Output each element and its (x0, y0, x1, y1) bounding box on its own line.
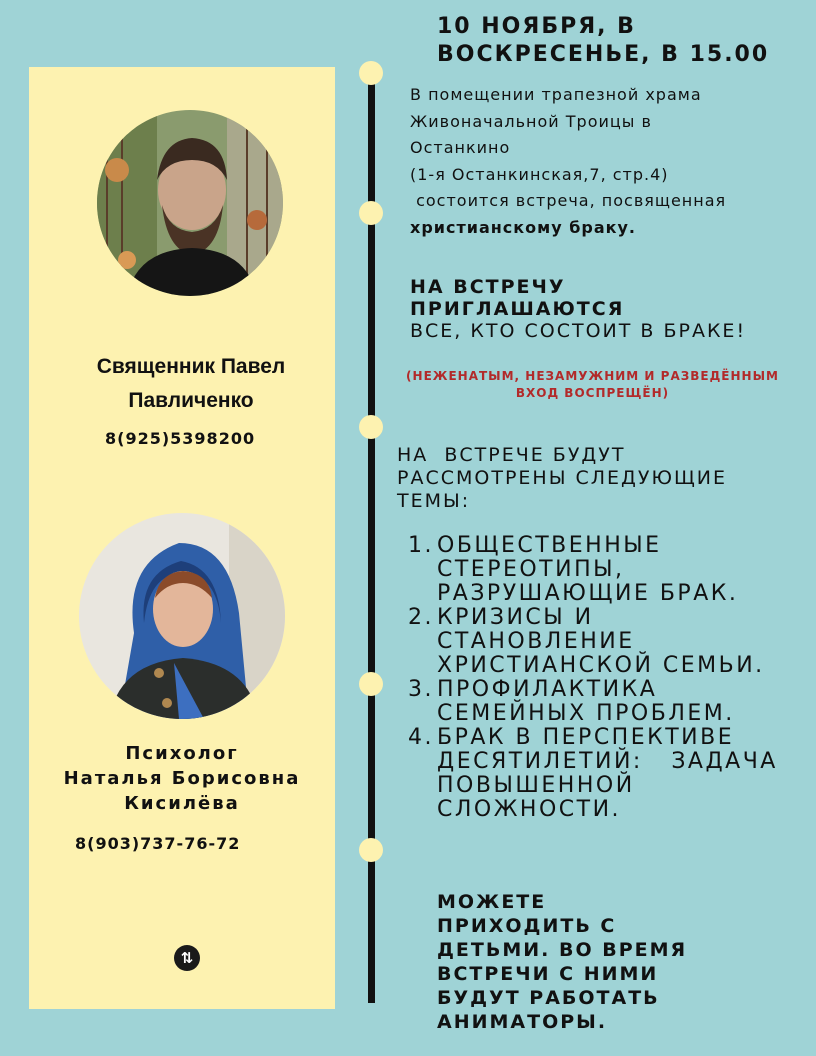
list-item-text: ДЕСЯТИЛЕТИЙ: ЗАДАЧА (437, 749, 778, 774)
priest-name (40, 350, 342, 418)
topics-intro-line: НА ВСТРЕЧЕ БУДУТ (397, 444, 626, 466)
topics-intro-line: ТЕМЫ: (397, 490, 471, 512)
timeline-dot (359, 838, 383, 862)
event-date-line2: ВОСКРЕСЕНЬЕ, В 15.00 (437, 42, 770, 67)
invite-block (410, 276, 746, 342)
event-date (437, 13, 769, 69)
timeline-dot (359, 415, 383, 439)
event-date-line1: 10 НОЯБРЯ, В (437, 14, 636, 39)
list-item-number: 2. (408, 605, 434, 630)
list-item-number: 1. (408, 533, 434, 558)
psychologist-title: Психолог (125, 743, 239, 764)
invite-line1: НА ВСТРЕЧУ (410, 276, 566, 298)
invite-restriction-note (395, 368, 790, 402)
list-item-text: ХРИСТИАНСКОЙ СЕМЬИ. (437, 653, 765, 678)
list-item-text: СТЕРЕОТИПЫ, (437, 557, 625, 582)
list-item-text: ОБЩЕСТВЕННЫЕ (437, 533, 662, 558)
psychologist-phone: 8(903)737-76-72 (75, 834, 241, 853)
topics-list (408, 534, 778, 822)
psychologist-name-line1: Наталья Борисовна (63, 768, 301, 789)
timeline-dot (359, 61, 383, 85)
list-item-text: СТАНОВЛЕНИЕ (437, 629, 635, 654)
kids-note-line: ПРИХОДИТЬ С (437, 915, 617, 937)
note-line1: (НЕЖЕНАТЫМ, НЕЗАМУЖНИМ И РАЗВЕДЁННЫМ (406, 369, 779, 383)
list-item-text: СЕМЕЙНЫХ ПРОБЛЕМ. (437, 701, 735, 726)
venue-line: Останкино (410, 138, 511, 157)
kids-note-line: БУДУТ РАБОТАТЬ (437, 987, 660, 1009)
list-item (408, 678, 778, 726)
kids-note-line: МОЖЕТЕ (437, 891, 547, 913)
venue-line: Живоначальной Троицы в (410, 111, 652, 131)
list-item-text: ПРОФИЛАКТИКА (437, 677, 658, 702)
topics-intro-line: РАССМОТРЕНЫ СЛЕДУЮЩИЕ (397, 467, 727, 489)
topics-intro (397, 444, 727, 513)
psychologist-name (30, 741, 334, 816)
priest-phone: 8(925)5398200 (105, 429, 256, 448)
list-item-number: 3. (408, 677, 434, 702)
list-item-text: СЛОЖНОСТИ. (437, 797, 622, 822)
event-venue (410, 82, 726, 241)
venue-line: состоится встреча, посвященная (410, 191, 727, 210)
kids-note-line: ДЕТЬМИ. ВО ВРЕМЯ (437, 939, 688, 961)
list-item (408, 726, 778, 822)
list-item (408, 534, 778, 606)
kids-note-line: ВСТРЕЧИ С НИМИ (437, 963, 659, 985)
timeline-dot (359, 672, 383, 696)
priest-photo (97, 110, 283, 296)
list-item-number: 4. (408, 725, 434, 750)
list-item-text: БРАК В ПЕРСПЕКТИВЕ (437, 725, 735, 750)
list-item-text: КРИЗИСЫ И (437, 605, 594, 630)
psychologist-name-line2: Кисилёва (124, 793, 240, 814)
venue-line: (1-я Останкинская,7, стр.4) (410, 164, 669, 184)
venue-line: В помещении трапезной храма (410, 85, 702, 104)
list-item (408, 606, 778, 678)
invite-line3: ВСЕ, КТО СОСТОИТ В БРАКЕ! (410, 320, 747, 342)
kids-note (437, 890, 687, 1034)
priest-name-line1: Священник Павел (96, 355, 286, 378)
venue-topic: христианскому браку. (410, 217, 637, 237)
invite-line2: ПРИГЛАШАЮТСЯ (410, 298, 625, 320)
psychologist-photo (79, 513, 285, 719)
kids-note-line: АНИМАТОРЫ. (437, 1011, 608, 1033)
timeline-dot (359, 201, 383, 225)
priest-name-line2: Павличенко (128, 389, 254, 412)
scroll-arrows-icon[interactable]: ⇅ (174, 945, 200, 971)
list-item-text: ПОВЫШЕННОЙ (437, 773, 635, 798)
list-item-text: РАЗРУШАЮЩИЕ БРАК. (437, 581, 739, 606)
note-line2: ВХОД ВОСПРЕЩЁН) (515, 386, 670, 400)
